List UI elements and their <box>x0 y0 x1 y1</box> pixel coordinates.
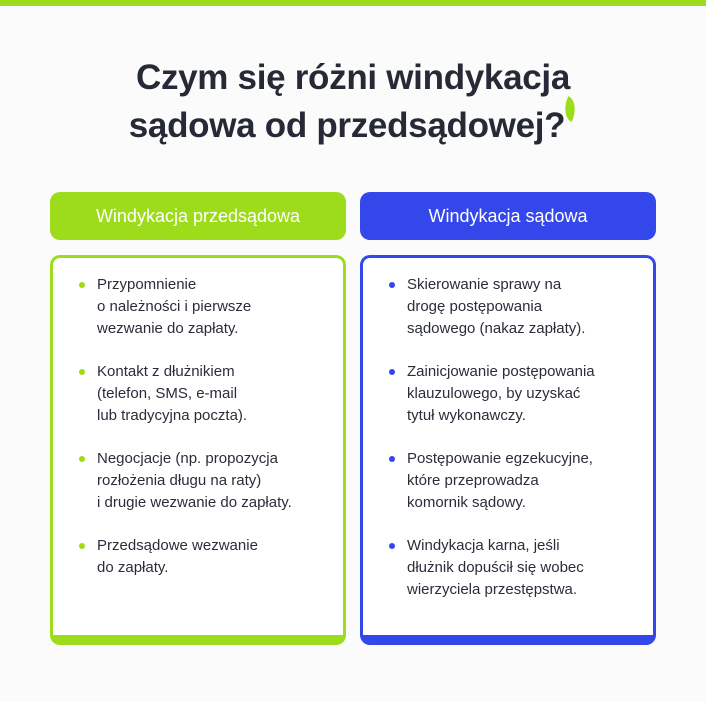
list-item-line: i drugie wezwanie do zapłaty. <box>97 494 292 511</box>
bullet-icon <box>79 456 85 462</box>
top-accent-bar <box>0 0 706 6</box>
bullet-icon <box>389 456 395 462</box>
list-item <box>389 274 639 340</box>
list-item-line: o należności i pierwsze <box>97 298 252 315</box>
list-item-line: Negocjacje (np. propozycja <box>97 450 278 467</box>
list-item-line: które przeprowadza <box>407 472 539 489</box>
list-item-line: lub tradycyjna poczta). <box>97 407 248 424</box>
list-item-line: dłużnik dopuścił się wobec <box>407 559 584 576</box>
list-item-line: Kontakt z dłużnikiem <box>97 363 235 380</box>
bullet-icon <box>79 282 85 288</box>
page-title <box>0 54 706 150</box>
bullet-icon <box>79 543 85 549</box>
list-item <box>79 361 329 427</box>
list-item-line: (telefon, SMS, e-mail <box>97 385 238 402</box>
pre-court-card <box>50 255 346 645</box>
bullet-icon <box>79 369 85 375</box>
title-line-2-text: sądowa od przedsądowej? <box>128 106 566 145</box>
list-item <box>79 448 329 514</box>
list-item-line: tytuł wykonawczy. <box>407 407 526 424</box>
list-item-line: Przypomnienie <box>97 276 197 293</box>
list-item <box>79 535 329 579</box>
list-item-line: do zapłaty. <box>97 559 169 576</box>
list-item-line: Zainicjowanie postępowania <box>407 363 595 380</box>
list-item <box>389 361 639 427</box>
bullet-icon <box>389 282 395 288</box>
list-item-line: sądowego (nakaz zapłaty). <box>407 320 586 337</box>
list-item-line: Przedsądowe wezwanie <box>97 537 258 554</box>
bullet-icon <box>389 369 395 375</box>
bullet-icon <box>389 543 395 549</box>
list-item-line: komornik sądowy. <box>407 494 526 511</box>
title-line-1: Czym się różni windykacja <box>135 58 571 97</box>
list-item <box>79 274 329 340</box>
list-item-line: wierzyciela przestępstwa. <box>407 581 578 598</box>
list-item-line: rozłożenia długu na raty) <box>97 472 262 489</box>
list-item <box>389 448 639 514</box>
list-item-line: Skierowanie sprawy na <box>407 276 562 293</box>
list-item-line: drogę postępowania <box>407 298 543 315</box>
title-line-2 <box>0 102 706 150</box>
list-item-line: klauzulowego, by uzyskać <box>407 385 581 402</box>
column-header-court: Windykacja sądowa <box>360 192 656 240</box>
court-card <box>360 255 656 645</box>
column-header-pre-court: Windykacja przedsądowa <box>50 192 346 240</box>
list-item-line: Postępowanie egzekucyjne, <box>407 450 593 467</box>
list-item-line: wezwanie do zapłaty. <box>97 320 239 337</box>
list-item-line: Windykacja karna, jeśli <box>407 537 560 554</box>
list-item <box>389 535 639 601</box>
